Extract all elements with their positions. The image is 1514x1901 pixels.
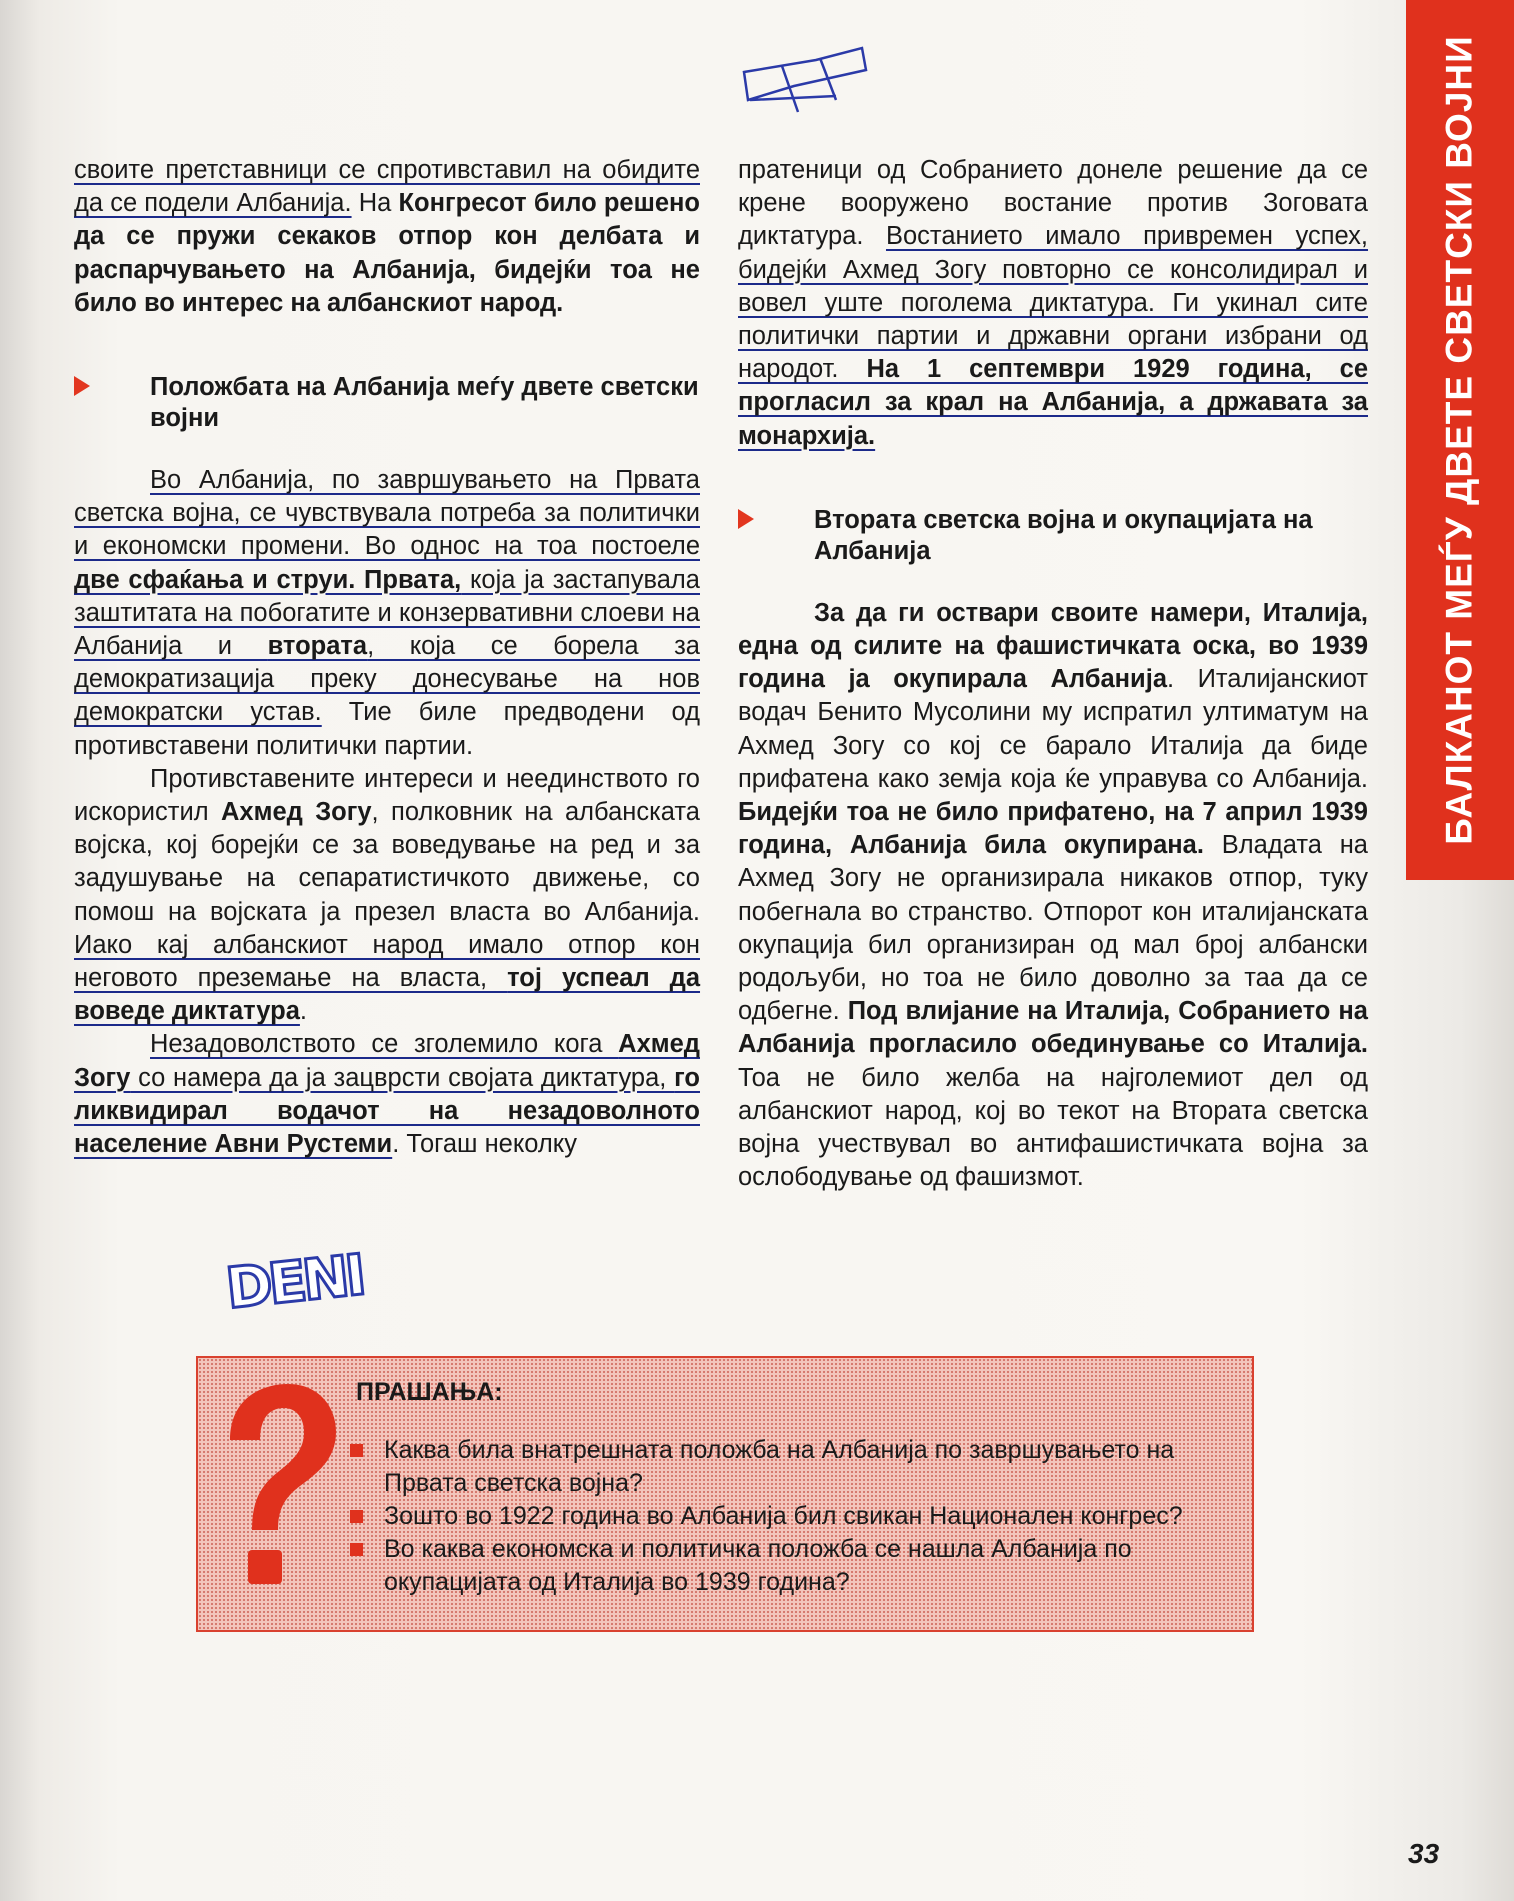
- section-heading-albania-between-wars: Положбата на Албанија меѓу двете светски војни: [74, 372, 700, 434]
- question-item: Каква била внатрешната положба на Албанија по завршувањето на Првата светска војна?: [350, 1434, 1230, 1500]
- question-item: Зошто во 1922 година во Албанија бил свикан Национален конгрес?: [350, 1500, 1230, 1533]
- bullet-square-icon: [350, 1510, 363, 1523]
- right-paragraph-2: За да ги оствари своите намери, Италија, една од силите на фашистичката оска, во 1939 година ја окупирала Албанија. Италијанскиот водач Бенито Мусолини му испратил ултиматум на Ахмед Зогу со кој се барало Италија да биде прифатена како земја која ќе управува со Албанија. Бидејќи тоа не било прифатено, на 7 април 1939 година, Албанија била окупирана. Владата на Ахмед Зогу не организирала никаков отпор, туку побегнала во странство. Отпорот кон италијанската окупација бил организиран од мал број албански родољуби, но тоа не било доволно за таа да се одбегне. Под влијание на Италија, Собранието на Албанија прогласило обединување со Италија. Тоа не било желба на најголемиот дел од албанскиот народ, кој во текот на Втората светска војна учествувал во антифашистичката војна за ослободување од фашизмот.: [738, 598, 1368, 1192]
- section-heading-ww2-occupation: Втората светска војна и окупацијата на Албанија: [738, 505, 1368, 567]
- left-paragraph-4: Незадоволството се зголемило кога Ахмед Зогу со намера да ја зацврсти својата диктатура, го ликвидирал водачот на незадоволното население Авни Рустеми. Тогаш неколку: [74, 1030, 700, 1159]
- right-column: [738, 154, 1368, 1194]
- left-column: [74, 154, 700, 1161]
- right-paragraph-1: пратеници од Собранието донеле решение да се крене вооружено востание против Зоговата диктатура. Востанието имало привремен успех, бидејќи Ахмед Зогу повторно се консолидирал и вовел уште поголема диктатура. Ги укинал сите политички партии и државни органи избрани од народот. На 1 септември 1929 година, се прогласил за крал на Албанија, а државата за монархија.: [738, 156, 1369, 450]
- question-item: Во каква економска и политичка положба се нашла Албанија по окупацијата од Италија во 1939 година?: [350, 1533, 1230, 1599]
- page-number: 33: [1408, 1838, 1440, 1869]
- bullet-square-icon: [350, 1543, 363, 1556]
- questions-title: ПРАШАЊА:: [356, 1378, 503, 1406]
- left-paragraph-2: Во Албанија, по завршувањето на Првата светска војна, се чувствувала потреба за политички и економски промени. Во однос на тоа постоеле две сфаќања и струи. Првата, која ја застапувала заштитата на побогатите и конзервативни слоеви на Албанија и втората, која се борела за демократизација преку донесување на нов демократски устав. Тие биле предводени од противставени политички партии.: [74, 466, 700, 760]
- left-paragraph-3: Противставените интереси и неединството го искористил Ахмед Зогу, полковник на албанската војска, кој борејќи се за воведување на ред и за задушување на сепаратистичкото движење, со помош на војската ја презел власта во Албанија. Иако кај албанскиот народ имало отпор кон неговото преземање на власта, тој успеал да воведе диктатура.: [74, 764, 701, 1026]
- questions-list: [350, 1434, 1230, 1599]
- left-paragraph-1: своите претставници се спротивставил на обидите да се подели Албанија. На Конгресот било решено да се пружи секаков отпор кон делбата и распарчувањето на Албанија, бидејќи тоа не било во интерес на албанскиот народ.: [74, 156, 700, 317]
- question-mark-icon: [212, 1378, 342, 1608]
- bullet-square-icon: [350, 1444, 363, 1457]
- chapter-sidebar-title: БАЛКАНОТ МЕЃУ ДВЕТЕ СВЕТСКИ ВОЈНИ: [1439, 35, 1480, 845]
- handwritten-doodle: DENI: [222, 1243, 366, 1322]
- pen-doodle-boxes: [724, 20, 874, 120]
- section-arrow-icon: [738, 509, 754, 529]
- section-arrow-icon: [74, 376, 90, 396]
